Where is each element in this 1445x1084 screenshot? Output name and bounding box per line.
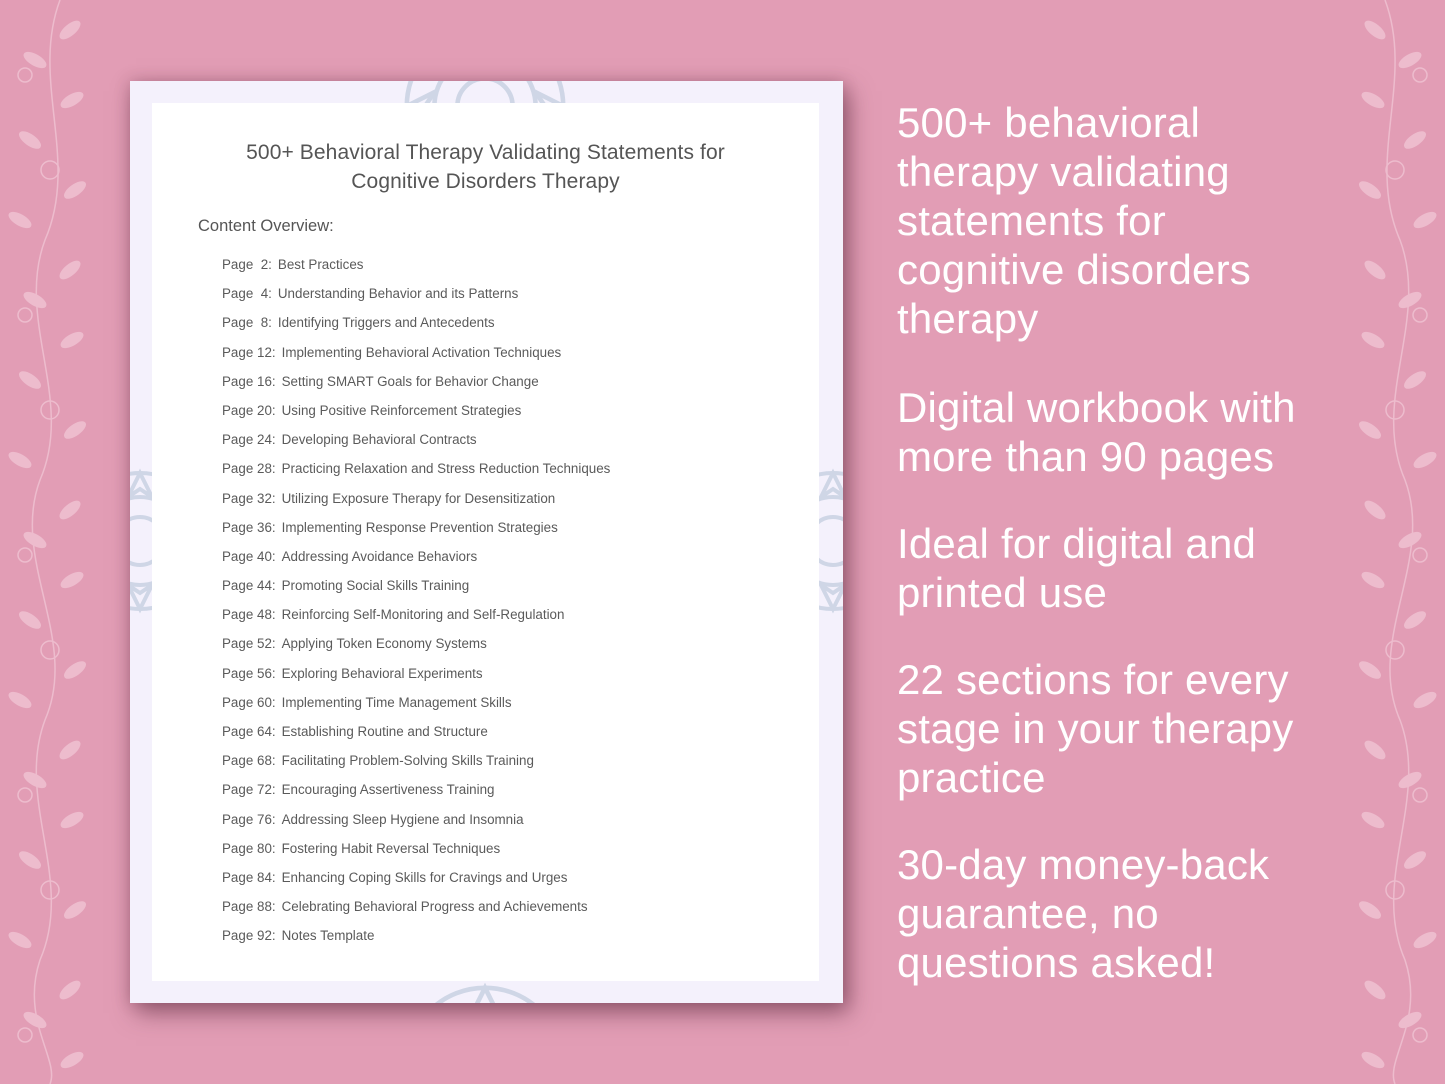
- toc-page-number: Page 68:: [222, 753, 276, 769]
- toc-page-number: Page 60:: [222, 694, 276, 710]
- toc-page-number: Page 12:: [222, 344, 276, 360]
- toc-section-title: Implementing Response Prevention Strategies: [281, 519, 558, 535]
- toc-section-title: Notes Template: [281, 928, 375, 944]
- toc-section-title: Utilizing Exposure Therapy for Desensitization: [281, 490, 556, 506]
- toc-item: [222, 518, 610, 547]
- toc-item: [222, 576, 610, 605]
- toc-page-number: Page 48:: [222, 607, 276, 623]
- toc-section-title: Promoting Social Skills Training: [281, 578, 470, 594]
- toc-item: [222, 810, 610, 839]
- toc-section-title: Identifying Triggers and Antecedents: [277, 315, 495, 331]
- toc-page-number: Page 40:: [222, 548, 276, 564]
- toc-page-number: Page 20:: [222, 402, 276, 418]
- toc-page-number: Page 28:: [222, 461, 276, 477]
- toc-page-number: Page 4:: [222, 286, 272, 302]
- toc-section-title: Using Positive Reinforcement Strategies: [281, 402, 522, 418]
- toc-page-number: Page 72:: [222, 782, 276, 798]
- toc-item: [222, 722, 610, 751]
- toc-section-title: Practicing Relaxation and Stress Reduction Techniques: [281, 461, 611, 477]
- feature-digital-print: Ideal for digital and printed use: [897, 520, 1257, 616]
- toc-page-number: Page 52:: [222, 636, 276, 652]
- toc-page-number: Page 64:: [222, 724, 276, 739]
- toc-section-title: Understanding Behavior and its Patterns: [277, 286, 519, 302]
- document-title: [152, 138, 819, 196]
- toc-item: [222, 780, 610, 809]
- toc-page-number: Page 36:: [222, 519, 276, 535]
- feature-page-count: Digital workbook with more than 90 pages: [897, 384, 1296, 480]
- toc-page-number: Page 44:: [222, 578, 276, 594]
- toc-section-title: Best Practices: [277, 257, 364, 272]
- toc-item: [222, 664, 610, 693]
- toc-section-title: Developing Behavioral Contracts: [281, 432, 477, 448]
- toc-item: [222, 430, 610, 459]
- toc-item: [222, 372, 610, 401]
- toc-section-title: Establishing Routine and Structure: [281, 724, 488, 739]
- toc-item: [222, 313, 610, 342]
- feature-statement-count: 500+ behavioral therapy validating statements for cognitive disorders therapy: [897, 99, 1251, 342]
- toc-item: [222, 547, 610, 576]
- toc-item: [222, 401, 610, 430]
- toc-section-title: Reinforcing Self-Monitoring and Self-Regulation: [281, 607, 565, 623]
- toc-page-number: Page 84:: [222, 869, 276, 885]
- toc-section-title: Addressing Avoidance Behaviors: [281, 548, 478, 564]
- toc-item: [222, 926, 610, 955]
- toc-page-number: Page 80:: [222, 840, 276, 856]
- toc-page-number: Page 24:: [222, 432, 276, 448]
- toc-page-number: Page 56:: [222, 665, 276, 681]
- toc-page-number: Page 88:: [222, 899, 276, 915]
- document-title-line-1: 500+ Behavioral Therapy Validating Statements for: [246, 141, 725, 164]
- document-title-line-2: Cognitive Disorders Therapy: [351, 170, 620, 193]
- page-content: [152, 103, 819, 981]
- toc-item: [222, 751, 610, 780]
- feature-guarantee: 30-day money-back guarantee, no questions asked!: [897, 841, 1270, 986]
- toc-page-number: Page 76:: [222, 811, 276, 827]
- feature-list: [897, 98, 1367, 1027]
- feature-sections: 22 sections for every stage in your therapy practice: [897, 656, 1294, 801]
- toc-page-number: Page 2:: [222, 257, 272, 272]
- workbook-page-preview: [130, 81, 843, 1003]
- toc-item: [222, 634, 610, 663]
- toc-item: [222, 284, 610, 313]
- toc-item: [222, 605, 610, 634]
- toc-section-title: Applying Token Economy Systems: [281, 636, 487, 652]
- toc-section-title: Facilitating Problem-Solving Skills Training: [281, 753, 534, 769]
- toc-section-title: Encouraging Assertiveness Training: [281, 782, 495, 798]
- toc-section-title: Celebrating Behavioral Progress and Achievements: [281, 899, 588, 915]
- toc-page-number: Page 8:: [222, 315, 272, 331]
- table-of-contents: [222, 255, 610, 956]
- toc-section-title: Implementing Time Management Skills: [281, 694, 512, 710]
- floral-vine-icon: [0, 0, 110, 1084]
- toc-section-title: Addressing Sleep Hygiene and Insomnia: [281, 811, 524, 827]
- toc-item: [222, 839, 610, 868]
- toc-page-number: Page 92:: [222, 928, 276, 944]
- toc-section-title: Enhancing Coping Skills for Cravings and Urges: [281, 869, 568, 885]
- toc-item: [222, 693, 610, 722]
- toc-item: [222, 255, 610, 284]
- content-overview-label: Content Overview:: [198, 217, 334, 235]
- toc-page-number: Page 32:: [222, 490, 276, 506]
- toc-item: [222, 459, 610, 488]
- toc-section-title: Implementing Behavioral Activation Techniques: [281, 344, 562, 360]
- toc-item: [222, 868, 610, 897]
- toc-section-title: Setting SMART Goals for Behavior Change: [281, 373, 539, 389]
- toc-item: [222, 897, 610, 926]
- toc-item: [222, 343, 610, 372]
- toc-section-title: Exploring Behavioral Experiments: [281, 665, 483, 681]
- toc-item: [222, 489, 610, 518]
- toc-section-title: Fostering Habit Reversal Techniques: [281, 840, 501, 856]
- toc-page-number: Page 16:: [222, 373, 276, 389]
